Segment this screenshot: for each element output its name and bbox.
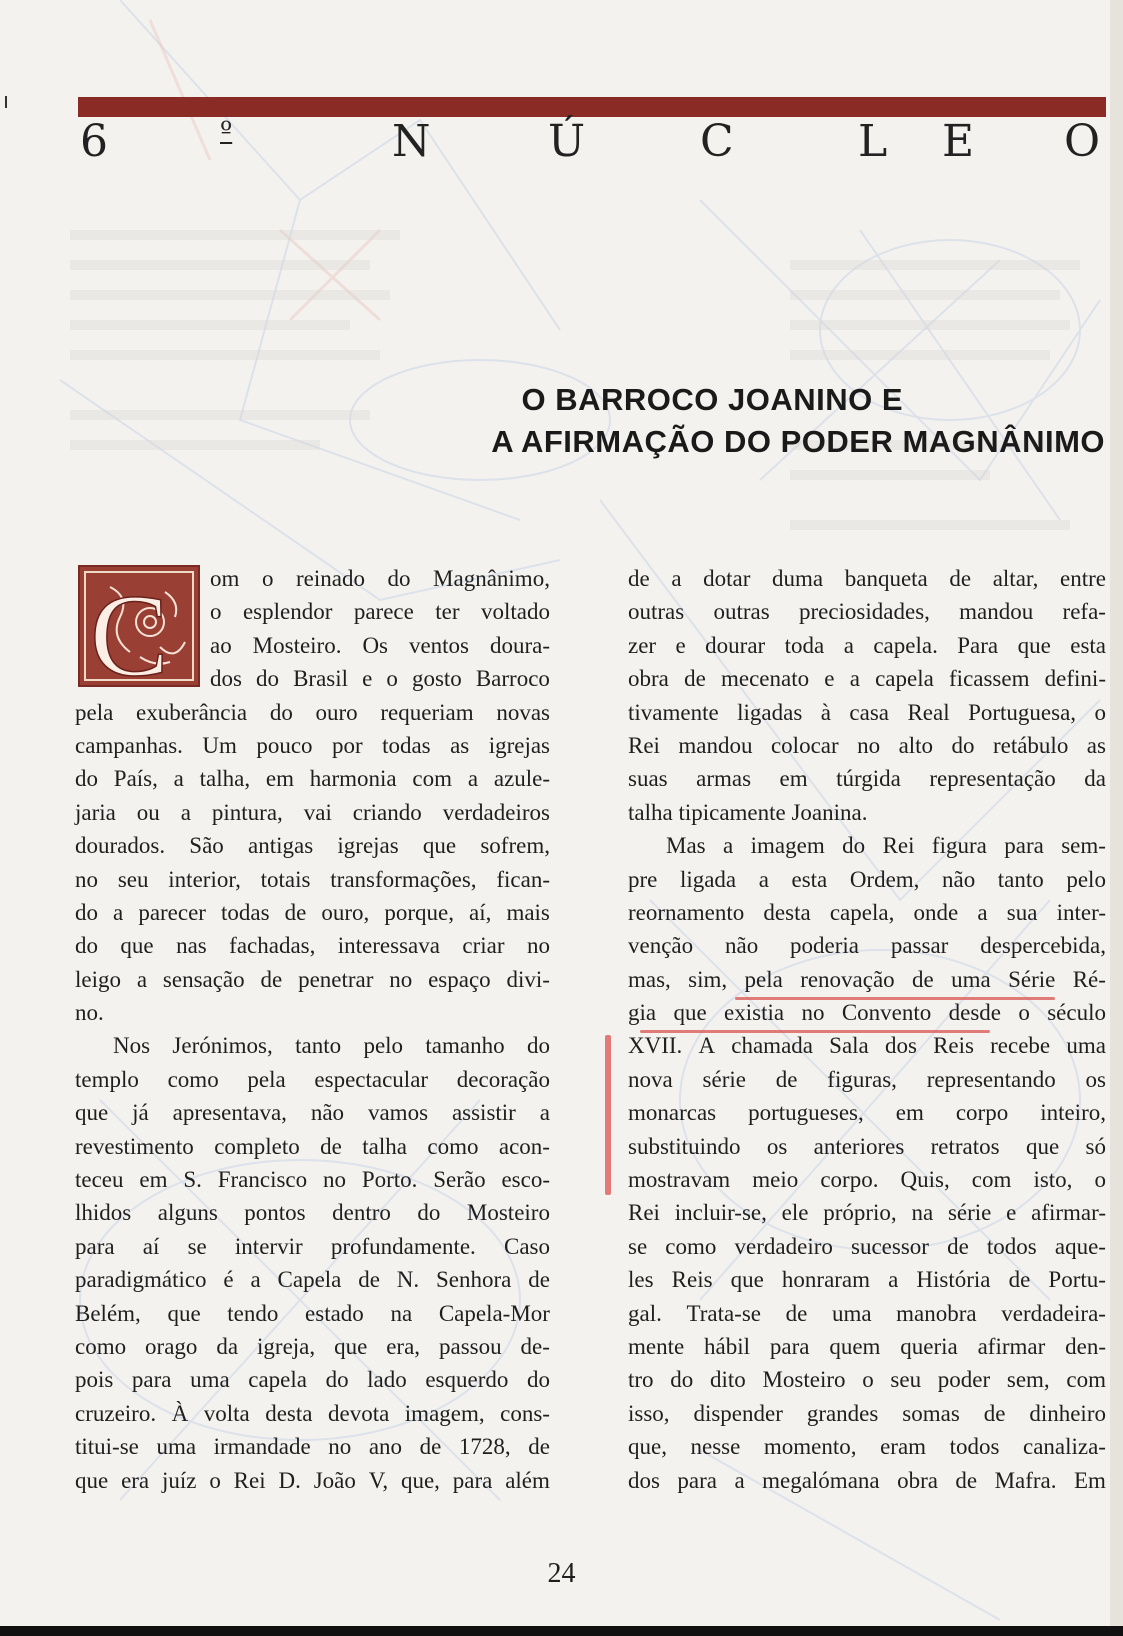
text-line-content: Rei mandou colocar no alto do retábulo as (628, 732, 1106, 758)
text-line (75, 762, 550, 795)
text-line-content: cruzeiro. À volta desta devota imagem, cons- (75, 1400, 550, 1426)
text-line (628, 629, 1106, 662)
text-line (628, 1330, 1106, 1363)
text-line-content: tro do dito Mosteiro o seu poder sem, com (628, 1367, 1106, 1393)
text-line (628, 963, 1106, 996)
text-line-content: se como verdadeiro sucessor de todos aque- (628, 1233, 1106, 1259)
text-line-content: pois para uma capela do lado esquerdo do (75, 1367, 550, 1393)
text-line (628, 595, 1106, 628)
pencil-underline (735, 997, 1055, 1000)
text-line-content: obra de mecenato e a capela ficassem defini- (628, 666, 1106, 692)
text-line (628, 662, 1106, 695)
text-line-content: talha tipicamente Joanina. (628, 799, 868, 825)
text-line-content: mente hábil para quem queria afirmar den- (628, 1333, 1106, 1359)
text-line (628, 1063, 1106, 1096)
text-line-content: paradigmático é a Capela de N. Senhora de (75, 1267, 550, 1293)
text-line (75, 1230, 550, 1263)
left-text-column (75, 562, 550, 1497)
text-line-content: mostravam meio corpo. Quis, com isto, o (628, 1167, 1106, 1193)
text-line (628, 1130, 1106, 1163)
text-line (628, 729, 1106, 762)
text-line (75, 729, 550, 762)
text-line-content: Belém, que tendo estado na Capela-Mor (75, 1300, 550, 1326)
header-letter: E (942, 116, 975, 167)
text-line-content: templo como pela espectacular decoração (75, 1066, 550, 1092)
text-line-content: titui-se uma irmandade no ano de 1728, de (75, 1434, 550, 1460)
text-line (628, 1163, 1106, 1196)
text-line (628, 863, 1106, 896)
text-line (75, 1363, 550, 1396)
text-line (75, 595, 550, 628)
text-line (75, 963, 550, 996)
text-line (75, 996, 550, 1029)
text-line-content: Nos Jerónimos, tanto pelo tamanho do (113, 1033, 550, 1059)
text-line (75, 1430, 550, 1463)
text-line (628, 1263, 1106, 1296)
text-line-content: gia que existia no Convento desde o século (628, 1000, 1106, 1026)
text-line-content: teceu em S. Francisco no Porto. Serão esco- (75, 1167, 550, 1193)
svg-text:C: C (90, 570, 169, 685)
text-line-content: do a parecer todas de ouro, porque, aí, mais (75, 899, 550, 925)
page-number: 24 (547, 1558, 576, 1589)
text-line (75, 1163, 550, 1196)
scan-edge (0, 1626, 1123, 1636)
text-line (75, 1096, 550, 1129)
text-line-content: ao Mosteiro. Os ventos doura- (210, 632, 550, 658)
text-line (75, 1263, 550, 1296)
pencil-margin-bar (605, 1035, 611, 1195)
text-line-content: no seu interior, totais transformações, fican- (75, 866, 550, 892)
text-line (75, 696, 550, 729)
text-line-content: Rei incluir-se, ele próprio, na série e afirmar- (628, 1200, 1106, 1226)
section-header (70, 112, 1120, 172)
header-letter: Ú (548, 116, 586, 167)
text-line (628, 762, 1106, 795)
text-line-content: que já apresentava, não vamos assistir a (75, 1100, 550, 1126)
text-line-content: pela exuberância do ouro requeriam novas (75, 699, 550, 725)
text-line-content: XVII. A chamada Sala dos Reis recebe uma (628, 1033, 1106, 1059)
text-line-content: les Reis que honraram a História de Portu- (628, 1267, 1106, 1293)
page-edge (1110, 0, 1123, 1636)
text-line (75, 796, 550, 829)
header-letter: L (858, 116, 888, 167)
text-line (75, 1464, 550, 1497)
header-letter: C (700, 116, 734, 167)
text-line (628, 1430, 1106, 1463)
text-line (75, 1330, 550, 1363)
text-line-content: de a dotar duma banqueta de altar, entre (628, 566, 1106, 591)
text-line (628, 929, 1106, 962)
text-line-content: que era juíz o Rei D. João V, que, para além (75, 1467, 550, 1493)
text-line-content: lhidos alguns pontos dentro do Mosteiro (75, 1200, 550, 1226)
text-line-content: mas, sim, pela renovação de uma Série Ré- (628, 966, 1106, 992)
text-line-content: pre ligada a esta Ordem, não tanto pelo (628, 866, 1106, 892)
text-line (75, 1297, 550, 1330)
text-line (75, 562, 550, 595)
text-line-content: dos do Brasil e o gosto Barroco (210, 666, 550, 692)
text-line-content: dourados. São antigas igrejas que sofrem, (75, 833, 550, 859)
text-line (628, 1230, 1106, 1263)
text-line-content: tivamente ligadas à casa Real Portuguesa, o (628, 699, 1106, 725)
text-line (75, 1063, 550, 1096)
text-line-content: no. (75, 1000, 104, 1026)
text-line (75, 1130, 550, 1163)
text-line (628, 562, 1106, 595)
text-line (628, 1397, 1106, 1430)
text-line-content: reornamento desta capela, onde a sua inter- (628, 899, 1106, 925)
section-number: 6 (80, 116, 108, 167)
article-title-line-1: O BARROCO JOANINO E (521, 382, 903, 417)
text-line-content: dos para a megalómana obra de Mafra. Em (628, 1467, 1106, 1493)
text-line (628, 696, 1106, 729)
text-line (75, 1196, 550, 1229)
text-line-content: do que nas fachadas, interessava criar no (75, 933, 550, 959)
text-line (628, 1096, 1106, 1129)
text-line (75, 662, 550, 695)
text-line (75, 1397, 550, 1430)
text-line-content: que, nesse momento, eram todos canaliza- (628, 1434, 1106, 1460)
text-line (75, 863, 550, 896)
text-line-content: outras outras preciosidades, mandou refa- (628, 599, 1106, 625)
header-letter: N (392, 116, 431, 167)
section-ordinal: º (220, 117, 233, 147)
text-line (628, 1196, 1106, 1229)
text-line (628, 1029, 1106, 1062)
text-line-content: campanhas. Um pouco por todas as igrejas (75, 732, 550, 758)
text-line (75, 629, 550, 662)
text-line-content: suas armas em túrgida representação da (628, 766, 1106, 792)
text-line-content: o esplendor parece ter voltado (210, 599, 550, 625)
text-line-content: jaria ou a pintura, vai criando verdadeiros (75, 799, 550, 825)
text-line-content: Mas a imagem do Rei figura para sem- (666, 833, 1106, 859)
text-line-content: substituindo os anteriores retratos que só (628, 1133, 1106, 1159)
text-line-content: gal. Trata-se de uma manobra verdadeira- (628, 1300, 1106, 1326)
text-line-content: isso, dispender grandes somas de dinheiro (628, 1400, 1106, 1426)
text-line (75, 929, 550, 962)
text-line (628, 1297, 1106, 1330)
text-line-content: revestimento completo de talha como acon- (75, 1133, 550, 1159)
text-line (628, 1363, 1106, 1396)
text-line (628, 896, 1106, 929)
text-line (628, 996, 1106, 1029)
text-line-content: como orago da igreja, que era, passou de- (75, 1333, 550, 1359)
header-letter: O (1064, 116, 1101, 167)
text-line-content: om o reinado do Magnânimo, (210, 566, 550, 591)
text-line (628, 1464, 1106, 1497)
text-line-content: monarcas portugueses, em corpo inteiro, (628, 1100, 1106, 1126)
pencil-underline (640, 1030, 990, 1033)
text-line (75, 829, 550, 862)
text-line-content: nova série de figuras, representando os (628, 1066, 1106, 1092)
article-title-line-2: A AFIRMAÇÃO DO PODER MAGNÂNIMO (491, 424, 1105, 459)
text-line (628, 829, 1106, 862)
text-line-content: venção não poderia passar despercebida, (628, 933, 1106, 959)
text-line (75, 1029, 550, 1062)
text-line (75, 896, 550, 929)
text-line (628, 796, 1106, 829)
text-line-content: leigo a sensação de penetrar no espaço divi- (75, 966, 550, 992)
text-line-content: do País, a talha, em harmonia com a azule- (75, 766, 550, 792)
text-line-content: zer e dourar toda a capela. Para que esta (628, 632, 1106, 658)
text-line-content: para aí se intervir profundamente. Caso (75, 1233, 550, 1259)
margin-mark (5, 96, 7, 108)
